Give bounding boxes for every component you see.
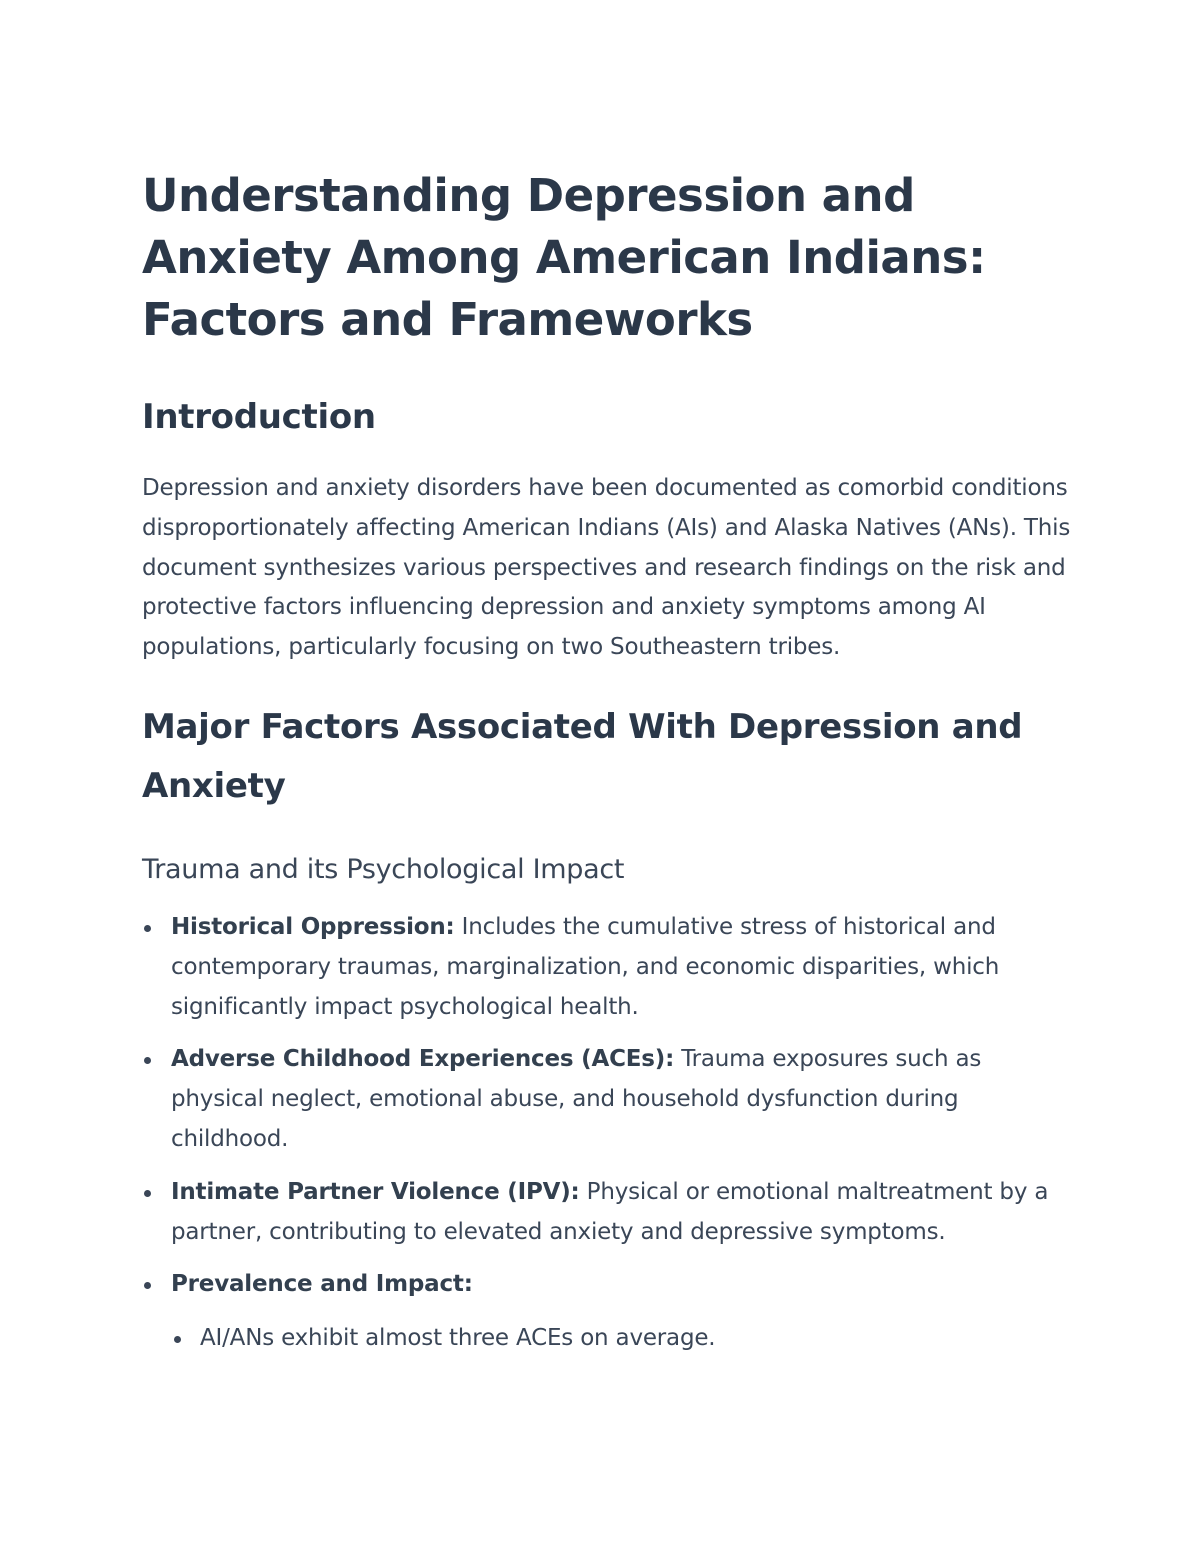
list-item — [142, 1040, 1072, 1159]
prevalence-sub-list — [171, 1319, 1072, 1359]
list-item-term: Historical Oppression: — [171, 913, 455, 940]
list-item-term: Intimate Partner Violence (IPV): — [171, 1178, 580, 1205]
introduction-paragraph: Depression and anxiety disorders have been documented as comorbid conditions disproportionately affecting American Indians (AIs) and Alaska Natives (ANs). This document synthesizes various perspectives and research findings on the risk and protective factors influencing depression and anxiety symptoms among AI populations, particularly focusing on two Southeastern tribes. — [142, 475, 1071, 661]
document-page — [142, 165, 1072, 1372]
list-item-term: Prevalence and Impact: — [171, 1271, 473, 1298]
list-item — [142, 1173, 1072, 1253]
list-item-text: Physical or emotional maltreatment by a partner, contributing to elevated anxiety and depressive symptoms. — [171, 1178, 1049, 1245]
trauma-factor-list — [142, 908, 1072, 1359]
list-item-term: Adverse Childhood Experiences (ACEs): — [171, 1046, 675, 1073]
document-title: Understanding Depression and Anxiety Among American Indians: Factors and Frameworks — [142, 169, 986, 346]
list-item — [142, 1265, 1072, 1359]
trauma-subheading: Trauma and its Psychological Impact — [142, 853, 625, 885]
sub-list-item: AI/ANs exhibit almost three ACEs on average. — [171, 1319, 1072, 1359]
introduction-heading: Introduction — [142, 397, 376, 437]
list-item-text: Includes the cumulative stress of historical and contemporary traumas, marginalization, and economic disparities, which significantly impact psychological health. — [171, 913, 1000, 1020]
list-item-text: Trauma exposures such as physical neglect, emotional abuse, and household dysfunction during childhood. — [171, 1046, 982, 1152]
major-factors-heading: Major Factors Associated With Depression and Anxiety — [142, 706, 1023, 806]
list-item — [142, 908, 1072, 1027]
